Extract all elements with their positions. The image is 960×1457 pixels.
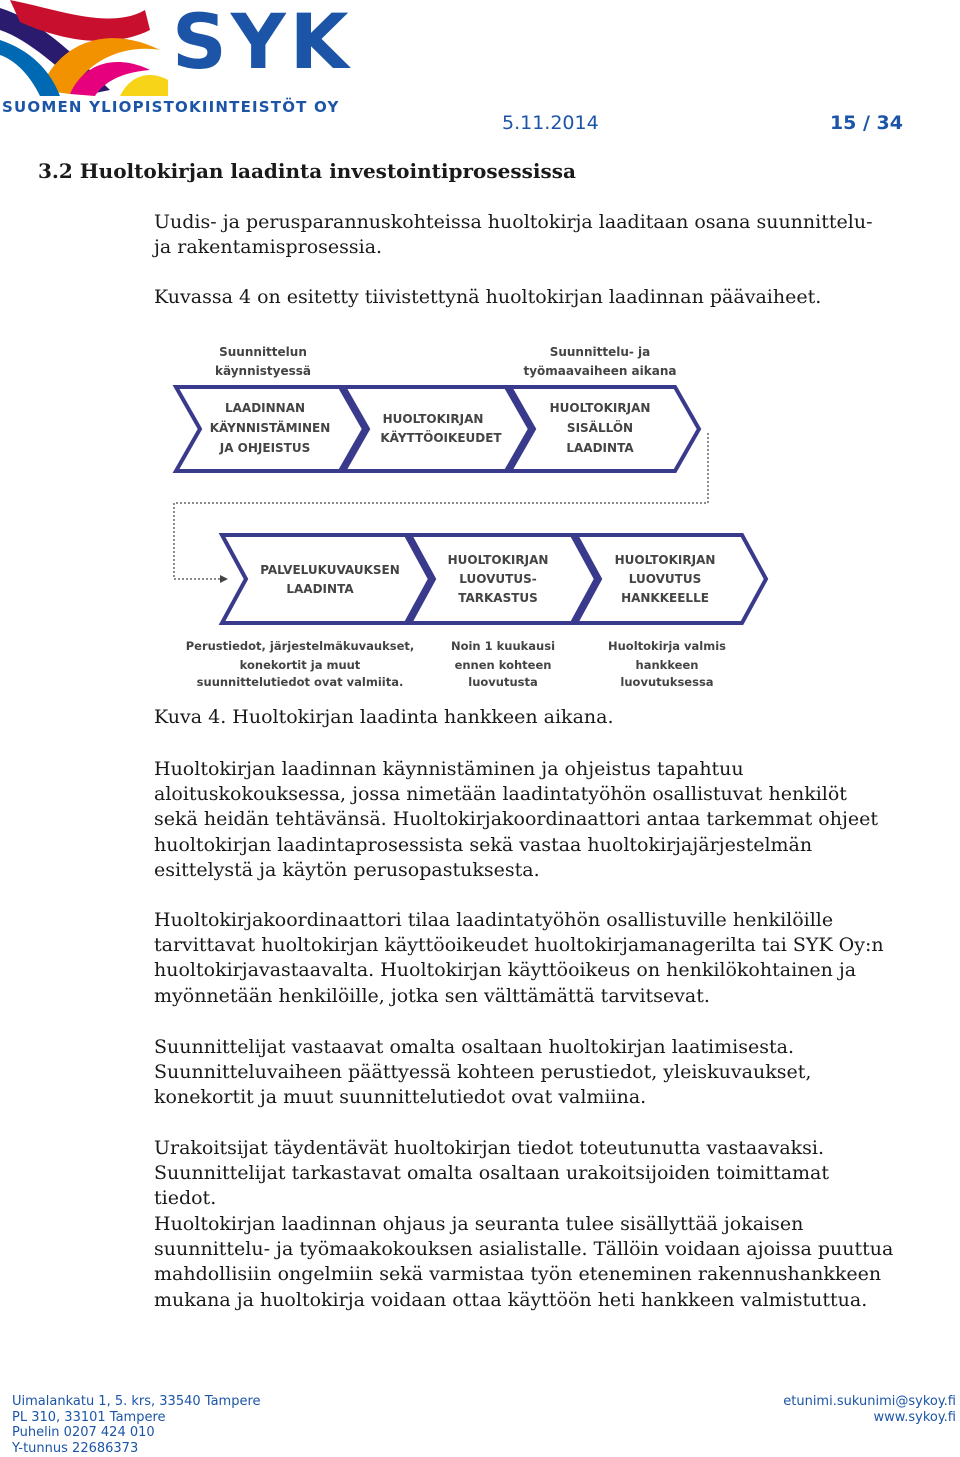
note-1-line-1: Perustiedot, järjestelmäkuvaukset, <box>185 639 415 653</box>
figure-caption: Kuva 4. Huoltokirjan laadinta hankkeen aikana. <box>154 706 614 728</box>
footer-address <box>12 1394 261 1456</box>
process-diagram-svg <box>160 335 800 695</box>
process-diagram <box>160 335 800 695</box>
note-1-line-2: konekortit ja muut <box>239 658 361 672</box>
footer-phone: Puhelin 0207 424 010 <box>12 1425 155 1440</box>
top-label-2-line-2: työmaavaiheen aikana <box>523 364 677 378</box>
paragraph-3: Huoltokirjan laadinnan käynnistäminen ja ohjeistus tapahtuu aloituskokouksessa, jossa nimetään laadintatyöhön osallistuvat henkilöt sekä heidän tehtävänsä. Huoltokirjakoordinaattori antaa tarkemmat ohjeet huoltokirjan laadintaprosessista sekä vastaa huoltokirjajärjestelmän esittelystä ja käytön perusopastuksesta. <box>154 758 878 881</box>
footer-po-box: PL 310, 33101 Tampere <box>12 1409 166 1425</box>
row1-2-line-2: KÄYTTÖOIKEUDET <box>380 431 502 445</box>
row2-2-line-3: TARKASTUS <box>458 591 538 605</box>
chevron-row1-2 <box>344 387 530 471</box>
connector-arrowhead <box>220 575 228 583</box>
logo-subtitle: SUOMEN YLIOPISTOKIINTEISTÖT OY <box>2 98 340 116</box>
note-3-line-2: hankkeen <box>635 658 699 672</box>
row2-1-line-2: LAADINTA <box>286 582 354 596</box>
note-2-line-1: Noin 1 kuukausi <box>450 639 556 653</box>
row2-3-line-2: LUOVUTUS <box>628 572 702 586</box>
logo-wordmark: SYK <box>172 0 353 86</box>
row1-1-line-3: JA OHJEISTUS <box>219 441 311 455</box>
row2-3-line-3: HANKKEELLE <box>621 591 709 605</box>
note-2-line-3: luovutusta <box>468 675 538 689</box>
top-label-1-line-2: käynnistyessä <box>215 364 311 378</box>
footer-website: www.sykoy.fi <box>873 1409 956 1425</box>
row2-2-line-2: LUOVUTUS- <box>459 572 537 586</box>
footer-street: Uimalankatu 1, 5. krs, 33540 Tampere <box>12 1394 261 1409</box>
note-3-line-3: luovutuksessa <box>620 675 714 689</box>
row1-2-line-1: HUOLTOKIRJAN <box>382 412 484 426</box>
note-2-line-2: ennen kohteen <box>454 658 552 672</box>
paragraph-1: Uudis- ja perusparannuskohteissa huoltokirja laaditaan osana suunnittelu- ja rakentamisprosessia. <box>154 211 873 259</box>
logo-graphic <box>0 0 170 96</box>
row1-3-line-3: LAADINTA <box>566 441 634 455</box>
footer-business-id: Y-tunnus 22686373 <box>12 1440 139 1456</box>
note-3-line-1: Huoltokirja valmis <box>608 639 726 653</box>
note-1-line-3: suunnittelutiedot ovat valmiita. <box>196 675 404 689</box>
footer-email: etunimi.sukunimi@sykoy.fi <box>783 1394 956 1409</box>
paragraph-5: Suunnittelijat vastaavat omalta osaltaan huoltokirjan laatimisesta. Suunnitteluvaiheen päättyessä kohteen perustiedot, yleiskuvaukset, konekortit ja muut suunnittelutiedot ovat valmiina. <box>154 1036 812 1109</box>
row1-3-line-1: HUOLTOKIRJAN <box>549 401 651 415</box>
row1-1-line-2: KÄYNNISTÄMINEN <box>209 421 331 435</box>
paragraph-6: Urakoitsijat täydentävät huoltokirjan tiedot toteutunutta vastaavaksi. Suunnittelijat tarkastavat omalta osaltaan urakoitsijoiden toimittamat tiedot. <box>154 1137 830 1210</box>
page-number: 15 / 34 <box>829 112 903 134</box>
paragraph-7: Huoltokirjan laadinnan ohjaus ja seuranta tulee sisällyttää jokaisen suunnittelu- ja työmaakokouksen asialistalle. Tällöin voidaan ajoissa puuttua mahdollisiin ongelmiin sekä varmistaa työn eteneminen rakennushankkeen mukana ja huoltokirja voidaan ottaa käyttöön heti hankkeen valmistuttua. <box>154 1213 894 1311</box>
row1-3-line-2: SISÄLLÖN <box>566 421 634 435</box>
top-label-2-line-1: Suunnittelu- ja <box>549 345 651 359</box>
row2-2-line-1: HUOLTOKIRJAN <box>447 553 549 567</box>
footer-contact <box>700 1394 956 1425</box>
paragraph-4: Huoltokirjakoordinaattori tilaa laadintatyöhön osallistuville henkilöille tarvittavat huoltokirjan käyttöoikeudet huoltokirjamanagerilta tai SYK Oy:n huoltokirjavastaavalta. Huoltokirjan käyttöoikeus on henkilökohtainen ja myönnetään henkilöille, jotka sen välttämättä tarvitsevat. <box>154 909 884 1007</box>
top-label-1-line-1: Suunnittelun <box>219 345 307 359</box>
row1-1-line-1: LAADINNAN <box>224 401 306 415</box>
chevron-row2-1 <box>222 535 430 623</box>
row2-3-line-1: HUOLTOKIRJAN <box>614 553 716 567</box>
document-date: 5.11.2014 <box>502 112 599 134</box>
row2-1-line-1: PALVELUKUVAUKSEN <box>260 563 400 577</box>
section-heading: 3.2 Huoltokirjan laadinta investointiprosessissa <box>38 159 576 183</box>
paragraph-2: Kuvassa 4 on esitetty tiivistettynä huoltokirjan laadinnan päävaiheet. <box>154 286 822 308</box>
